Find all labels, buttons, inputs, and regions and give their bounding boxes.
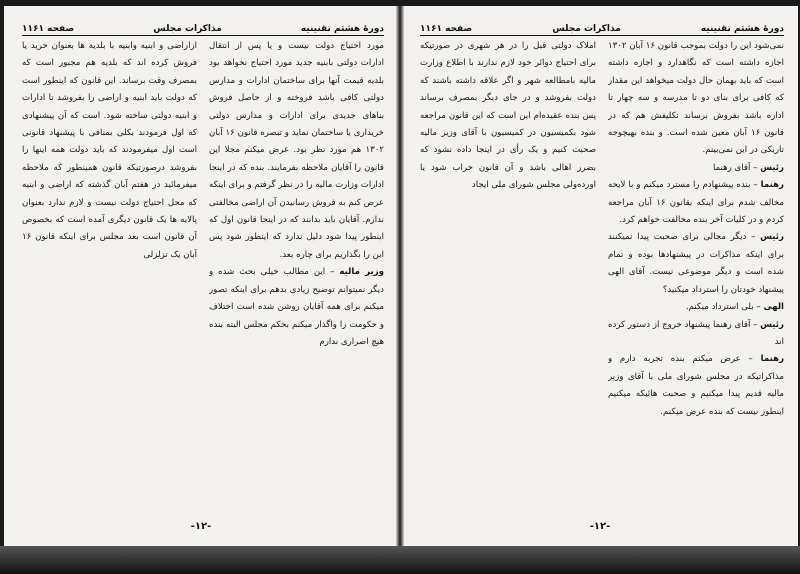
scanned-document-spread [4,6,798,546]
speaker-name: رئیس [760,162,784,173]
right-page-columns [420,38,784,512]
speaker-text: این مطالب خیلی بحث شده و دیگر نمیتوانم توضیح زیادی بدهم برای اینکه تصور میکنم برای همه آقایان روشن شده است اختلاف و حکومت را واگذار میکنم بحکم مجلس البته بنده هیچ اصراری ندارم [209,267,384,347]
left-page [4,6,398,546]
speaker-name: الهی [763,302,784,313]
speaker-text: آقای رهنما [712,162,751,173]
speaker-paragraph: الهی – بلی استرداد میکنم. [685,302,784,313]
speaker-text: آقای رهنما پیشنهاد خروج از دستور کرده اند [608,319,784,347]
speaker-text: بنده پیشنهادم را مسترد میکنم و با لایحه مخالف شدم برای اینکه بقانون ۱۶ آبان مراجعه کردم و در کلیات آخر بنده مخالفت خواهم کرد. [608,180,784,226]
speaker-name: رئیس [760,232,784,243]
text-column-left [420,38,596,512]
paragraph: مورد احتیاج دولت نیست و یا پس از انتقال ادارات دولتی بابنیه جدید مورد احتیاج نخواهد بود بلدیه قیمت آنها برای ساختمان ادارات و مدارس دولتی کافی باشد فروخته و از حاصل فروش بناهای جدیدی برای ادارات و مدارس دولتی خریداری یا ساختمان نماید و تبصره قانون ۱۶ آبان ۱۳۰۲ هم مورد نظر بود. عرض میکنم مجلا این قانون را آقایان ملاحظه بفرمایند. بنده که در اینجا ادارات وزارت مالیه را در نظر گرفتم و برای اینکه عرض کنم به فروش رسانیدن آن اراضی مخالفتی ندارم. آقایان باید بدانند که در اینجا قانون اول که اینطور پیدا شود دلیل ندارد که اینطور شود پس این را بگذاریم برای چاره بعد. [209,41,384,260]
page-number: -۱۲- [589,521,611,532]
scan-edge-shadow [0,546,800,574]
paragraph: ازاراضی و ابنیه وابنیه با بلدیه ها بعنوان خرید یا فروش کرده اند که بلدیه هم مجبور است که بمصرف وقت برساند. این قانون که اینطور است که دولت باید ابنیه و اراضی را بفروشد تا ادارات و ابنیه دولتی ساخته شود. است که آن پیشنهادی که اول فرمودند بکلی بمنافی با پیشنهاد قانونی است اول میفرمودند که باید دولت همه اینها را بفروشد درصورتیکه قانون همینطور که ملاحظه میفرمائید در هفتم آبان گذشته که اراضی و ابنیه که محل احتیاج دولت نیست و لازم ندارد بعنوان پالایه ها یک قانون دیگری آمده است که بخصوص آن قانون است بعد مجلس برای اینکه قانون ۱۶ آبان یک تزلزلی [22,41,197,260]
speaker-text: بلی استرداد میکنم. [685,302,754,313]
speaker-paragraph: رئیس – آقای رهنما [712,162,784,173]
speaker-name: رهنما [760,354,784,365]
page-label: صفحه ۱۱۶۱ [22,24,75,34]
speaker-name: وزیر مالیه [339,267,384,278]
left-page-header [22,20,384,36]
speaker-paragraph: رئیس – آقای رهنما پیشنهاد خروج از دستور کرده اند [608,319,784,347]
speaker-paragraph: رهنما – عرض میکنم بنده تجربه دارم و مذاکراتیکه در مجلس شورای ملی با آقای وزیر مالیه قدیم پیدا میکنیم و صحبت هائیکه میکنیم اینطور نیست که بنده عرض میکنم. [608,354,784,417]
page-label: صفحه ۱۱۶۱ [420,24,473,34]
paragraph: نمی‌شود این را دولت بموجب قانون ۱۶ آبان ۱۳۰۲ اجازه داشته است که نگاهدارد و اجازه داشته است که باید بهمان حال دولت میخواهد این مقدار که کافی برای بنای دو تا مدرسه و سه چهار تا اداره باشد بفروش برساند تکلیفش هم که در قانون ۱۶ آبان معین شده است. و بنده بهیچوجه تاریکی در این نمی‌بینم. [608,41,784,156]
text-column-right [608,38,784,512]
right-page-header [420,20,784,36]
session-label: دورهٔ هشتم تقنینیه [300,24,384,34]
speaker-paragraph: وزیر مالیه – این مطالب خیلی بحث شده و دیگر نمیتوانم توضیح زیادی بدهم برای اینکه تصور میکنم برای همه آقایان روشن شده است اختلاف و حکومت را واگذار میکنم بحکم مجلس البته بنده هیچ اصراری ندارم [209,267,384,347]
speaker-paragraph: رئیس – دیگر مجالی برای صحبت پیدا نمیکنند برای اینکه مذاکرات در پیشنهادها بوده و تمام شده است و دیگر موضوعی نیست. آقای الهی پیشنهاد خودتان را استرداد میکنید؟ [608,232,784,295]
left-page-columns [22,38,384,512]
page-number: -۱۲- [190,521,212,532]
right-page [402,6,798,546]
speaker-text: عرض میکنم بنده تجربه دارم و مذاکراتیکه در مجلس شورای ملی با آقای وزیر مالیه قدیم پیدا میکنیم و صحبت هائیکه میکنیم اینطور نیست که بنده عرض میکنم. [608,354,784,417]
paragraph: املاک دولتی قبل را در هر شهری در صورتیکه برای احتیاج دوائر خود لازم ندارند با اطلاع وزارت مالیه بامطالعه شهر و اگر علاقه داشته باشند که دولت بفروشد و در جای دیگر بمصرف برساند پس بنده عقیده‌ام این است که این قانون مراجعه شود بکمیسیون در کمیسیون با آقای وزیر مالیه صحبت کنیم و یک رأی در اینجا داده نشود که بضرر اهالی باشد و آن قانون خراب شود یا اورده‌ولی مجلس شورای ملی ایجاد [420,41,596,191]
session-label: دورهٔ هشتم تقنینیه [700,24,784,34]
speaker-name: رئیس [760,319,784,330]
speaker-name: رهنما [760,180,784,191]
header-title: مذاکرات مجلس [552,24,621,34]
header-title: مذاکرات مجلس [153,24,222,34]
text-column-left [22,38,197,512]
text-column-right [209,38,384,512]
speaker-paragraph: رهنما – بنده پیشنهادم را مسترد میکنم و با لایحه مخالف شدم برای اینکه بقانون ۱۶ آبان مراجعه کردم و در کلیات آخر بنده مخالفت خواهم کرد. [608,180,784,226]
speaker-text: دیگر مجالی برای صحبت پیدا نمیکنند برای اینکه مذاکرات در پیشنهادها بوده و تمام شده است و دیگر موضوعی نیست. آقای الهی پیشنهاد خودتان را استرداد میکنید؟ [608,232,784,295]
